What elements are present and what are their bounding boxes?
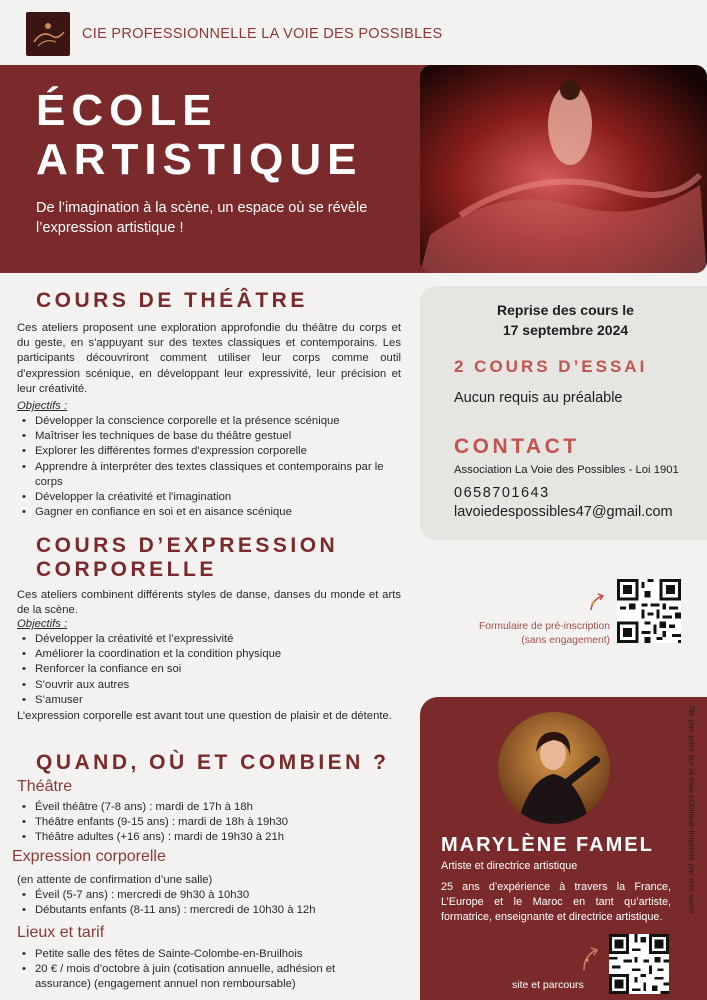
preregistration-line2: (sans engagement) bbox=[521, 635, 610, 646]
contact-email[interactable]: lavoiedespossibles47@gmail.com bbox=[454, 504, 673, 520]
preregistration-line1: Formulaire de pré-inscription bbox=[478, 621, 610, 632]
list-item: • Éveil théâtre (7-8 ans) : mardi de 17h à 18h bbox=[17, 800, 403, 815]
list-item: • S’amuser bbox=[17, 693, 403, 708]
expression-objectives-label: Objectifs : bbox=[17, 618, 68, 630]
theatre-objectives-label: Objectifs : bbox=[17, 400, 68, 412]
portrait-photo bbox=[498, 712, 610, 824]
list-item: • 20 € / mois d’octobre à juin (cotisation annuelle, adhésion et assurance) (engagement annuel non remboursable) bbox=[17, 962, 367, 992]
list-item: • Gagner en confiance en soi et en aisance scénique bbox=[17, 505, 403, 520]
schedule-place-list bbox=[17, 947, 367, 993]
bio-text: 25 ans d’expérience à travers la France, L’Europe et le Maroc en tant qu’artiste, formatrice, enseignante et directrice artistique. bbox=[441, 881, 671, 923]
bio-role: Artiste et directrice artistique bbox=[441, 860, 578, 872]
list-item: • Théâtre adultes (+16 ans) : mardi de 19h30 à 21h bbox=[17, 830, 403, 845]
schedule-theatre-heading: Théâtre bbox=[17, 778, 73, 795]
schedule-expression-note: (en attente de confirmation d’une salle) bbox=[17, 874, 213, 886]
expression-intro: Ces ateliers combinent différents styles de danse, danses du monde et arts de la scène. bbox=[17, 589, 401, 617]
theatre-objectives-list bbox=[17, 414, 403, 520]
legal-notice-text: Ne pas jeter sur la voie publique-Imprimé par nos soins bbox=[687, 706, 697, 914]
reprise-date bbox=[424, 300, 707, 340]
hero-subtitle: De l’imagination à la scène, un espace où se révèle l’expression artistique ! bbox=[36, 200, 368, 236]
expression-objectives-list bbox=[17, 632, 403, 708]
contact-title: CONTACT bbox=[454, 435, 580, 458]
site-label: site et parcours bbox=[512, 979, 584, 991]
list-item: • Débutants enfants (8-11 ans) : mercredi de 10h30 à 12h bbox=[17, 903, 403, 918]
list-item: • Petite salle des fêtes de Sainte-Colombe-en-Bruilhois bbox=[17, 947, 367, 962]
list-item: • Renforcer la confiance en soi bbox=[17, 662, 403, 677]
schedule-expression-heading: Expression corporelle bbox=[12, 848, 166, 865]
list-item: • S’ouvrir aux autres bbox=[17, 678, 403, 693]
bio-name: MARYLÈNE FAMEL bbox=[441, 834, 654, 856]
reprise-line2: 17 septembre 2024 bbox=[502, 322, 629, 338]
curved-arrow-icon bbox=[580, 944, 604, 972]
list-item: • Développer la créativité et l’expressivité bbox=[17, 632, 403, 647]
legal-notice bbox=[687, 706, 704, 996]
hero-title-line1: ÉCOLE bbox=[36, 86, 218, 135]
list-item: • Explorer les différentes formes d'expression corporelle bbox=[17, 444, 403, 459]
form-qr-code-icon[interactable] bbox=[617, 579, 681, 643]
theatre-title: COURS DE THÉÂTRE bbox=[36, 289, 308, 312]
list-item: • Éveil (5-7 ans) : mercredi de 9h30 à 10h30 bbox=[17, 888, 403, 903]
hero-title bbox=[36, 86, 362, 184]
schedule-expression-list bbox=[17, 888, 403, 918]
expression-title-line1: COURS D’EXPRESSION bbox=[36, 534, 339, 557]
contact-phone[interactable]: 0658701643 bbox=[454, 485, 550, 501]
preregistration-label bbox=[440, 620, 610, 648]
list-item: • Développer la créativité et l'imagination bbox=[17, 490, 403, 505]
expression-outro: L’expression corporelle est avant tout une question de plaisir et de détente. bbox=[17, 710, 392, 722]
list-item: • Apprendre à interpréter des textes classiques et contemporains par le corps bbox=[17, 460, 403, 490]
schedule-place-heading: Lieux et tarif bbox=[17, 924, 105, 941]
schedule-title: QUAND, OÙ ET COMBIEN ? bbox=[36, 751, 390, 774]
hero-dancer-photo bbox=[420, 65, 707, 273]
site-qr-code-icon[interactable] bbox=[609, 934, 669, 994]
reprise-line1: Reprise des cours le bbox=[497, 302, 634, 318]
company-name: CIE PROFESSIONNELLE LA VOIE DES POSSIBLES bbox=[82, 26, 443, 42]
contact-org: Association La Voie des Possibles - Loi 1901 bbox=[454, 464, 679, 476]
list-item: • Développer la conscience corporelle et la présence scénique bbox=[17, 414, 403, 429]
trial-text: Aucun requis au préalable bbox=[454, 390, 623, 406]
theatre-intro: Ces ateliers proposent une exploration approfondie du théâtre du corps et du geste, en s'appuyant sur des textes classiques et contemporains. Les participants découvriront comment utiliser leur corps comme outil d'expression scénique, en développant leur expressivité, leur précision et leur créativité. bbox=[17, 322, 401, 395]
hero-title-line2: ARTISTIQUE bbox=[36, 135, 363, 184]
expression-title-line2: CORPORELLE bbox=[36, 558, 217, 581]
expression-title bbox=[36, 534, 338, 582]
list-item: • Théâtre enfants (9-15 ans) : mardi de 18h à 19h30 bbox=[17, 815, 403, 830]
list-item: • Améliorer la coordination et la condition physique bbox=[17, 647, 403, 662]
schedule-theatre-list bbox=[17, 800, 403, 846]
curved-arrow-icon bbox=[588, 591, 610, 613]
trial-title: 2 COURS D’ESSAI bbox=[454, 357, 648, 376]
company-logo bbox=[26, 12, 70, 56]
list-item: • Maîtriser les techniques de base du théâtre gestuel bbox=[17, 429, 403, 444]
